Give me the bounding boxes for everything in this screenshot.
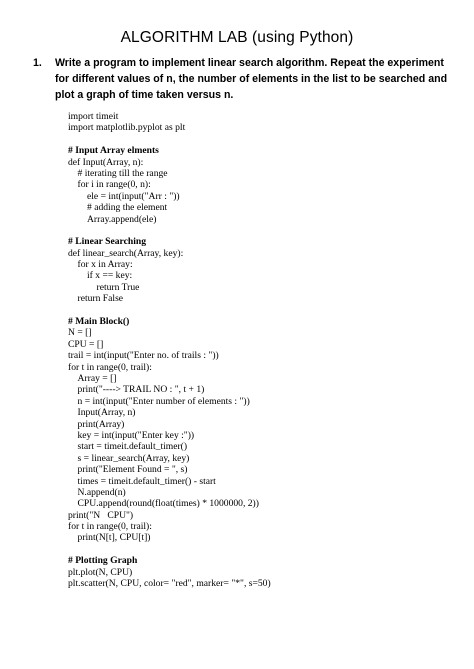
code-section-comment: # Main Block() [68, 316, 130, 328]
code-line: if x == key: [87, 270, 133, 282]
code-line: CPU.append(round(float(times) * 1000000, 2)) [77, 498, 259, 510]
code-line: print("N CPU") [68, 509, 134, 521]
code-line: Array.append(ele) [87, 213, 157, 225]
code-line: print("Element Found = ", s) [77, 464, 188, 476]
code-line: return False [77, 293, 124, 305]
code-line: times = timeit.default_timer() - start [77, 475, 216, 487]
code-line: print("----> TRAIL NO : ", t + 1) [77, 384, 205, 396]
code-line: ele = int(input("Arr : ")) [87, 190, 180, 202]
code-line: # iterating till the range [77, 167, 168, 179]
code-line: print(Array) [77, 418, 125, 430]
code-line: for t in range(0, trail): [68, 521, 152, 533]
code-line: Input(Array, n) [77, 407, 136, 419]
question-text: Write a program to implement linear search algorithm. Repeat the experiment for different values of n, the number of elements in the list to be searched and plot a graph of time taken versus n. [55, 57, 448, 101]
code-section-comment: # Linear Searching [68, 236, 147, 248]
code-line: def Input(Array, n): [68, 156, 144, 168]
code-line: print(N[t], CPU[t]) [77, 532, 151, 544]
code-line: N = [] [68, 327, 92, 339]
code-line: import matplotlib.pyplot as plt [68, 122, 186, 134]
code-line: for t in range(0, trail): [68, 361, 152, 373]
document-title: ALGORITHM LAB (using Python) [120, 29, 354, 46]
code-blank-line [68, 305, 458, 316]
code-line: s = linear_search(Array, key) [77, 452, 190, 464]
code-line: CPU = [] [68, 338, 104, 350]
code-line: plt.scatter(N, CPU, color= "red", marker= "*", s=50) [68, 578, 271, 590]
code-line: # adding the element [87, 202, 168, 214]
code-line: plt.plot(N, CPU) [68, 566, 133, 578]
code-blank-line [68, 544, 458, 555]
code-line: trail = int(input("Enter no. of trails : ")) [68, 350, 219, 362]
code-line: Array = [] [77, 372, 117, 384]
code-blank-line [68, 225, 458, 236]
code-line: for x in Array: [77, 259, 133, 271]
question-number: 1. [33, 57, 42, 69]
code-blank-line [68, 134, 458, 145]
code-line: start = timeit.default_timer() [77, 441, 188, 453]
code-listing [68, 111, 458, 589]
code-line: def linear_search(Array, key): [68, 247, 184, 259]
code-line: N.append(n) [77, 486, 126, 498]
question-block [33, 55, 453, 103]
code-line: for i in range(0, n): [77, 179, 151, 191]
code-line: return True [96, 281, 140, 293]
code-line: import timeit [68, 111, 119, 122]
code-section-comment: # Plotting Graph [68, 555, 138, 567]
code-section-comment: # Input Array elments [68, 145, 159, 157]
code-line: key = int(input("Enter key :")) [77, 429, 195, 441]
code-line: n = int(input("Enter number of elements : ")) [77, 395, 250, 407]
